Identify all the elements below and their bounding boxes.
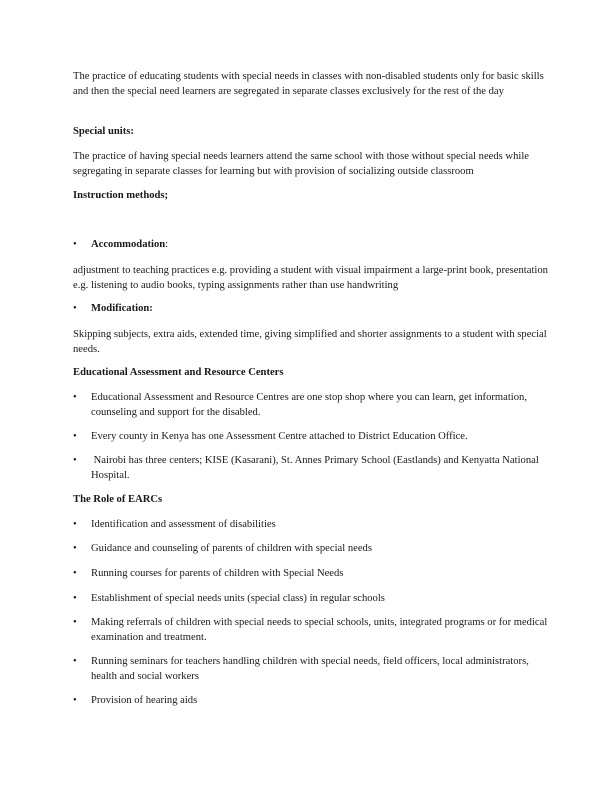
special-units-heading: Special units: (73, 126, 134, 137)
role-list-item (73, 616, 548, 645)
role-item-text: Establishment of special needs units (special class) in regular schools (91, 593, 385, 604)
earc-list-item (73, 391, 548, 420)
role-list-item (73, 592, 548, 607)
role-list-item (73, 694, 548, 709)
intro-paragraph: The practice of educating students with special needs in classes with non-disabled students only for basic skills and then the special need learners are segregated in separate classes exclusively for the rest of the day (73, 71, 544, 97)
accommodation-bullet (73, 238, 548, 253)
earc-list-item (73, 430, 548, 445)
bullet-icon: • (73, 593, 77, 604)
role-list-item (73, 567, 548, 582)
bullet-icon: • (73, 543, 77, 554)
bullet-icon: • (73, 392, 77, 403)
role-item-text: Guidance and counseling of parents of children with special needs (91, 543, 372, 554)
special-units-paragraph: The practice of having special needs learners attend the same school with those without special needs while segregating in separate classes for learning but with provision of socializing outside classroom (73, 151, 529, 177)
role-list-item (73, 518, 548, 533)
bullet-icon: • (73, 695, 77, 706)
instruction-methods-heading: Instruction methods; (73, 190, 169, 201)
earc-item-text: Nairobi has three centers; KISE (Kasarani), St. Annes Primary School (Eastlands) and Kenyatta National Hospital. (91, 455, 542, 481)
accommodation-colon: : (165, 239, 169, 250)
modification-paragraph: Skipping subjects, extra aids, extended time, giving simplified and shorter assignments to a student with special needs. (73, 329, 547, 355)
bullet-icon: • (73, 519, 77, 530)
bullet-icon: • (73, 455, 77, 466)
earc-item-text: Educational Assessment and Resource Centres are one stop shop where you can learn, get information, counseling and support for the disabled. (91, 392, 527, 418)
earc-list-item (73, 454, 548, 483)
role-list-item (73, 655, 548, 684)
role-heading: The Role of EARCs (73, 494, 163, 505)
accommodation-paragraph: adjustment to teaching practices e.g. providing a student with visual impairment a large-print book, presentation e.g. listening to audio books, typing assignments rather than use handwriting (73, 265, 548, 291)
bullet-icon: • (73, 656, 77, 667)
bullet-icon: • (73, 568, 77, 579)
role-item-text: Identification and assessment of disabilities (91, 519, 276, 530)
bullet-icon: • (73, 239, 77, 250)
role-item-text: Provision of hearing aids (91, 695, 198, 706)
earc-heading: Educational Assessment and Resource Centers (73, 367, 284, 378)
role-item-text: Running courses for parents of children with Special Needs (91, 568, 344, 579)
role-list-item (73, 542, 548, 557)
earc-item-text: Every county in Kenya has one Assessment Centre attached to District Education Office. (91, 431, 468, 442)
role-item-text: Making referrals of children with special needs to special schools, units, integrated programs or for medical examination and treatment. (91, 617, 548, 643)
bullet-icon: • (73, 303, 77, 314)
modification-bullet (73, 302, 548, 317)
bullet-icon: • (73, 431, 77, 442)
role-item-text: Running seminars for teachers handling children with special needs, field officers, local administrators, health and social workers (91, 656, 529, 682)
bullet-icon: • (73, 617, 77, 628)
accommodation-label: Accommodation (91, 239, 166, 250)
modification-label: Modification: (91, 303, 153, 314)
